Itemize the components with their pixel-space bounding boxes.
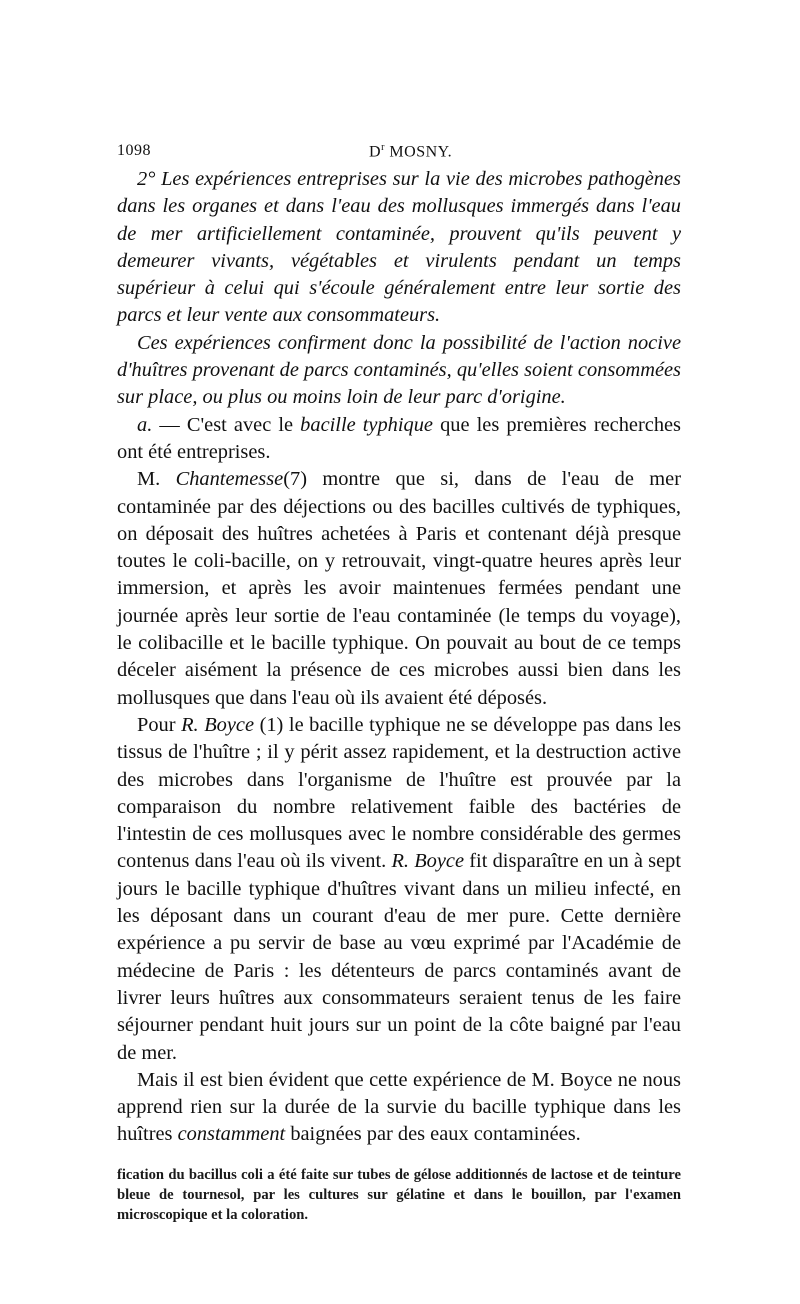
paragraph-typhoid-intro-rest: que les premières recherches ont été entreprises. (117, 413, 681, 463)
term-constamment: constamment (177, 1123, 286, 1146)
body-text (117, 166, 681, 1149)
paragraph-conclusion-2: 2° Les expériences entreprises sur la vie des microbes pathogènes dans les organes et dans l'eau des mollusques immergés dans l'eau de mer artificiellement contaminée, prouvent qu'ils peuvent y demeurer vivants, végétables et virulents pendant un temps supérieur à celui qui s'écoule généralement entre leur sortie des parcs et leur vente aux consommateurs. (117, 168, 681, 327)
paragraph-critique-lead: Mais il est bien évident que cette expérience de M. Boyce ne nous apprend rien sur la durée de la survie du bacille typhique dans les huîtres (117, 1068, 681, 1146)
page-number: 1098 (117, 142, 151, 159)
paragraph-boyce (117, 712, 681, 1067)
author-boyce-2: R. Boyce (391, 850, 465, 873)
author-name: MOSNY. (384, 143, 453, 161)
paragraph-boyce-text-2: fit disparaître en un à sept jours le bacille typhique d'huîtres vivant dans un milieu infecté, en les déposant dans un courant d'eau de mer pure. Cette dernière expérience a pu servir de base au vœu exprimé par l'Académie de médecine de Paris : les détenteurs de parcs contaminés avant de livrer leurs huîtres aux consommateurs seraient tenus de les faire séjourner pendant huit jours sur un point de la côte baigné par l'eau de mer. (117, 850, 682, 1064)
paragraph-boyce-text-1: (1) le bacille typhique ne se développe pas dans les tissus de l'huître ; il y périt assez rapidement, et la destruction active des microbes dans l'organisme de l'huître est prouvée par la comparaison du nombre relativement faible des bactéries de l'intestin de ces mollusques avec le nombre considérable des germes contenus dans l'eau où ils vivent. (117, 713, 682, 873)
paragraph-typhoid-intro (117, 412, 681, 467)
paragraph-boyce-critique (117, 1067, 681, 1149)
paragraph-chantemesse-lead: M. (137, 468, 176, 491)
author-boyce: R. Boyce (181, 713, 255, 736)
paragraph-chantemesse-text: (7) montre que si, dans de l'eau de mer contaminée par des déjections ou des bacilles cultivés de typhiques, on déposait des huîtres achetées à Paris et contenant déjà presque toutes le coli-bacille, on y retrouvait, vingt-quatre heures après leur immersion, et après les avoir maintenues fermées pendant une journée après leur sortie de l'eau contaminée (le temps du voyage), le colibacille et le bacille typhique. On pouvait au bout de ce temps déceler aisément la présence de ces microbes aussi bien dans les mollusques que dans l'eau où ils avaient été déposés. (117, 468, 681, 709)
document-page (117, 142, 681, 1225)
running-head (117, 142, 681, 166)
footnote-text: fication du bacillus coli a été faite sur tubes de gélose additionnés de lactose et de teinture bleue de tournesol, par les cultures sur gélatine et dans le bouillon, par l'examen microscopique et la coloration. (117, 1166, 681, 1223)
footnote (117, 1165, 681, 1225)
running-head-author (369, 142, 452, 161)
paragraph-chantemesse (117, 466, 681, 712)
paragraph-typhoid-intro-lead: — C'est avec le (152, 413, 301, 436)
author-chantemesse: Chantemesse (175, 468, 284, 491)
author-prefix: D (369, 143, 382, 161)
paragraph-boyce-lead: Pour (137, 713, 182, 736)
section-letter: a. (137, 413, 153, 436)
paragraph-confirmation: Ces expériences confirment donc la possibilité de l'action nocive d'huîtres provenant de parcs contaminés, qu'elles soient consommées sur place, ou plus ou moins loin de leur parc d'origine. (117, 331, 681, 409)
paragraph-critique-rest: baignées par des eaux contaminées. (285, 1123, 581, 1146)
term-bacille-typhique: bacille typhique (300, 413, 433, 436)
author-prefix-superscript: r (381, 142, 385, 153)
